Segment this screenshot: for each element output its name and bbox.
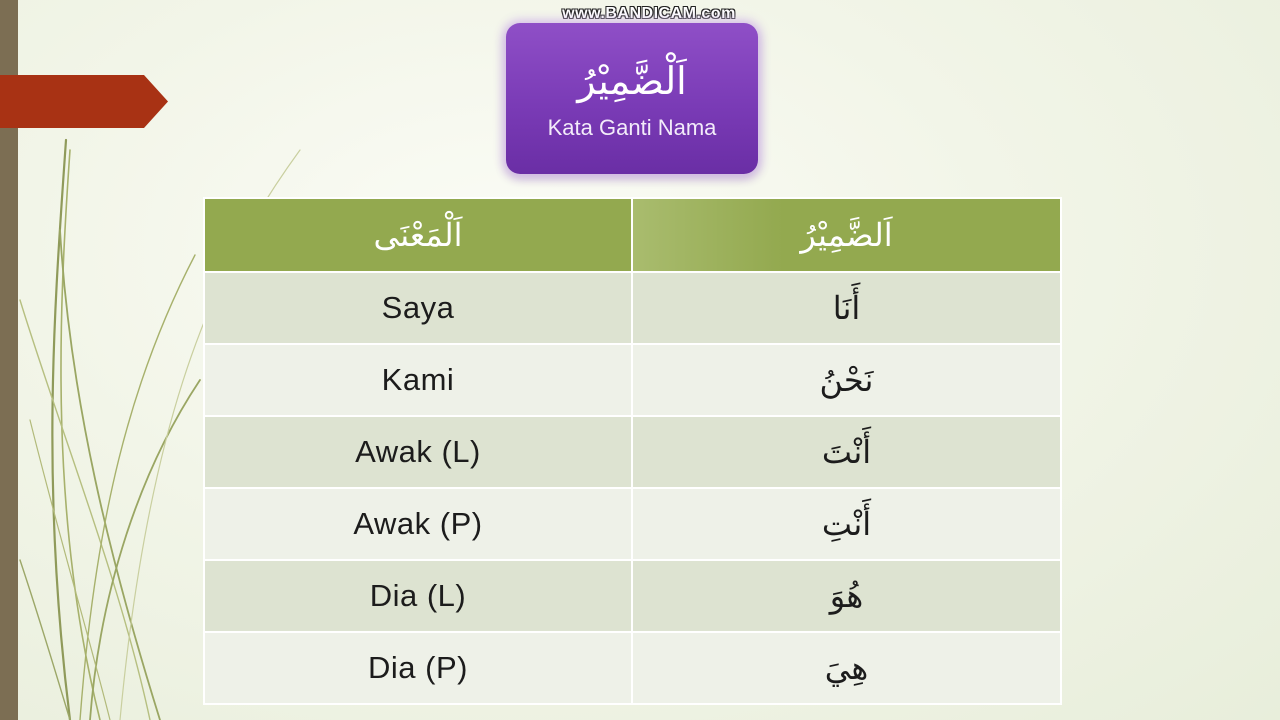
bandicam-watermark: www.BANDICAM.com [562, 5, 736, 22]
meaning-cell: Dia (L) [204, 560, 632, 632]
red-arrow-banner [0, 75, 168, 128]
pronoun-cell: أَنْتَ [632, 416, 1061, 488]
table-row [204, 632, 1061, 704]
table-row [204, 272, 1061, 344]
meaning-cell: Awak (L) [204, 416, 632, 488]
pronoun-cell: أَنْتِ [632, 488, 1061, 560]
meaning-cell: Kami [204, 344, 632, 416]
pronoun-cell: هِيَ [632, 632, 1061, 704]
title-arabic: اَلْضَّمِيْرُ [577, 59, 687, 103]
table-row [204, 344, 1061, 416]
meaning-cell: Saya [204, 272, 632, 344]
pronoun-table [203, 197, 1062, 705]
pronoun-cell: نَحْنُ [632, 344, 1061, 416]
pronoun-cell: أَنَا [632, 272, 1061, 344]
title-subtitle: Kata Ganti Nama [547, 115, 717, 140]
header-pronoun: اَلضَّمِيْرُ [632, 198, 1061, 272]
table-row [204, 488, 1061, 560]
table-header-row [204, 198, 1061, 272]
meaning-cell: Awak (P) [204, 488, 632, 560]
title-card [506, 23, 758, 174]
pronoun-cell: هُوَ [632, 560, 1061, 632]
table-row [204, 560, 1061, 632]
table-row [204, 416, 1061, 488]
meaning-cell: Dia (P) [204, 632, 632, 704]
header-meaning: اَلْمَعْنَى [204, 198, 632, 272]
